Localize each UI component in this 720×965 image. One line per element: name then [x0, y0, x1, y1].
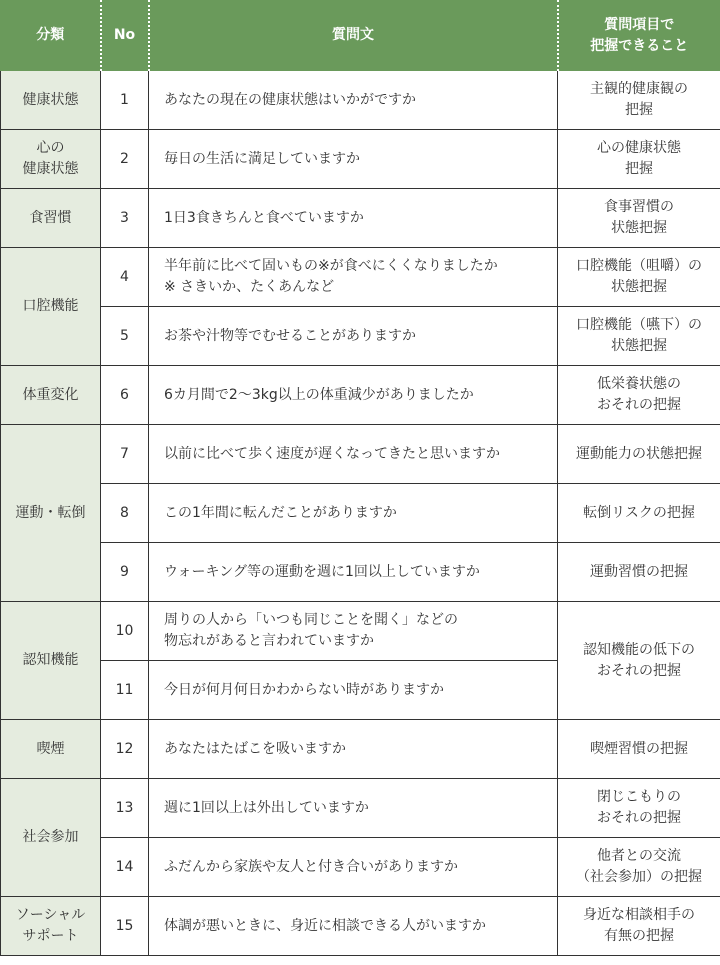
row-number: 13	[101, 779, 149, 838]
question-text: 今日が何月何日かわからない時がありますか	[149, 661, 558, 720]
header-no: No	[101, 1, 149, 71]
purpose-text: 食事習慣の 状態把握	[558, 189, 720, 248]
header-row	[1, 1, 720, 71]
purpose-text: 運動習慣の把握	[558, 543, 720, 602]
table-row	[1, 602, 720, 661]
purpose-text: 喫煙習慣の把握	[558, 720, 720, 779]
row-number: 8	[101, 484, 149, 543]
category-diet: 食習慣	[1, 189, 101, 248]
question-text: この1年間に転んだことがありますか	[149, 484, 558, 543]
header-question: 質問文	[149, 1, 558, 71]
table-row	[1, 307, 720, 366]
question-text: 6カ月間で2～3kg以上の体重減少がありましたか	[149, 366, 558, 425]
row-number: 4	[101, 248, 149, 307]
purpose-text: 閉じこもりの おそれの把握	[558, 779, 720, 838]
question-text: あなたはたばこを吸いますか	[149, 720, 558, 779]
purpose-text: 口腔機能（咀嚼）の 状態把握	[558, 248, 720, 307]
row-number: 7	[101, 425, 149, 484]
table-row	[1, 484, 720, 543]
table-row	[1, 366, 720, 425]
table-row	[1, 425, 720, 484]
table-row	[1, 720, 720, 779]
purpose-text: 口腔機能（嚥下）の 状態把握	[558, 307, 720, 366]
question-text: あなたの現在の健康状態はいかがですか	[149, 71, 558, 130]
row-number: 14	[101, 838, 149, 897]
row-number: 9	[101, 543, 149, 602]
category-cognitive: 認知機能	[1, 602, 101, 720]
row-number: 6	[101, 366, 149, 425]
question-text: 体調が悪いときに、身近に相談できる人がいますか	[149, 897, 558, 956]
category-exercise: 運動・転倒	[1, 425, 101, 602]
table-row	[1, 543, 720, 602]
table-row	[1, 838, 720, 897]
question-text: 以前に比べて歩く速度が遅くなってきたと思いますか	[149, 425, 558, 484]
question-text: 週に1回以上は外出していますか	[149, 779, 558, 838]
purpose-text: 運動能力の状態把握	[558, 425, 720, 484]
row-number: 15	[101, 897, 149, 956]
table-row	[1, 779, 720, 838]
row-number: 1	[101, 71, 149, 130]
table-row	[1, 897, 720, 956]
question-text: ふだんから家族や友人と付き合いがありますか	[149, 838, 558, 897]
purpose-text: 身近な相談相手の 有無の把握	[558, 897, 720, 956]
category-weight: 体重変化	[1, 366, 101, 425]
question-text: 周りの人から「いつも同じことを聞く」などの 物忘れがあると言われていますか	[149, 602, 558, 661]
row-number: 2	[101, 130, 149, 189]
table-row	[1, 189, 720, 248]
question-text: 1日3食きちんと食べていますか	[149, 189, 558, 248]
purpose-text: 他者との交流 （社会参加）の把握	[558, 838, 720, 897]
question-text: 毎日の生活に満足していますか	[149, 130, 558, 189]
category-mental: 心の 健康状態	[1, 130, 101, 189]
row-number: 11	[101, 661, 149, 720]
question-text: ウォーキング等の運動を週に1回以上していますか	[149, 543, 558, 602]
header-purpose: 質問項目で 把握できること	[558, 1, 720, 71]
category-health: 健康状態	[1, 71, 101, 130]
row-number: 5	[101, 307, 149, 366]
table-row	[1, 71, 720, 130]
row-number: 3	[101, 189, 149, 248]
purpose-text: 認知機能の低下の おそれの把握	[558, 602, 720, 720]
category-support: ソーシャル サポート	[1, 897, 101, 956]
purpose-text: 低栄養状態の おそれの把握	[558, 366, 720, 425]
row-number: 12	[101, 720, 149, 779]
question-text: お茶や汁物等でむせることがありますか	[149, 307, 558, 366]
header-category: 分類	[1, 1, 101, 71]
question-text: 半年前に比べて固いもの※が食べにくくなりましたか ※ さきいか、たくあんなど	[149, 248, 558, 307]
purpose-text: 転倒リスクの把握	[558, 484, 720, 543]
category-smoking: 喫煙	[1, 720, 101, 779]
row-number: 10	[101, 602, 149, 661]
purpose-text: 主観的健康観の 把握	[558, 71, 720, 130]
table-row	[1, 130, 720, 189]
category-social: 社会参加	[1, 779, 101, 897]
category-oral: 口腔機能	[1, 248, 101, 366]
table-row	[1, 248, 720, 307]
purpose-text: 心の健康状態 把握	[558, 130, 720, 189]
